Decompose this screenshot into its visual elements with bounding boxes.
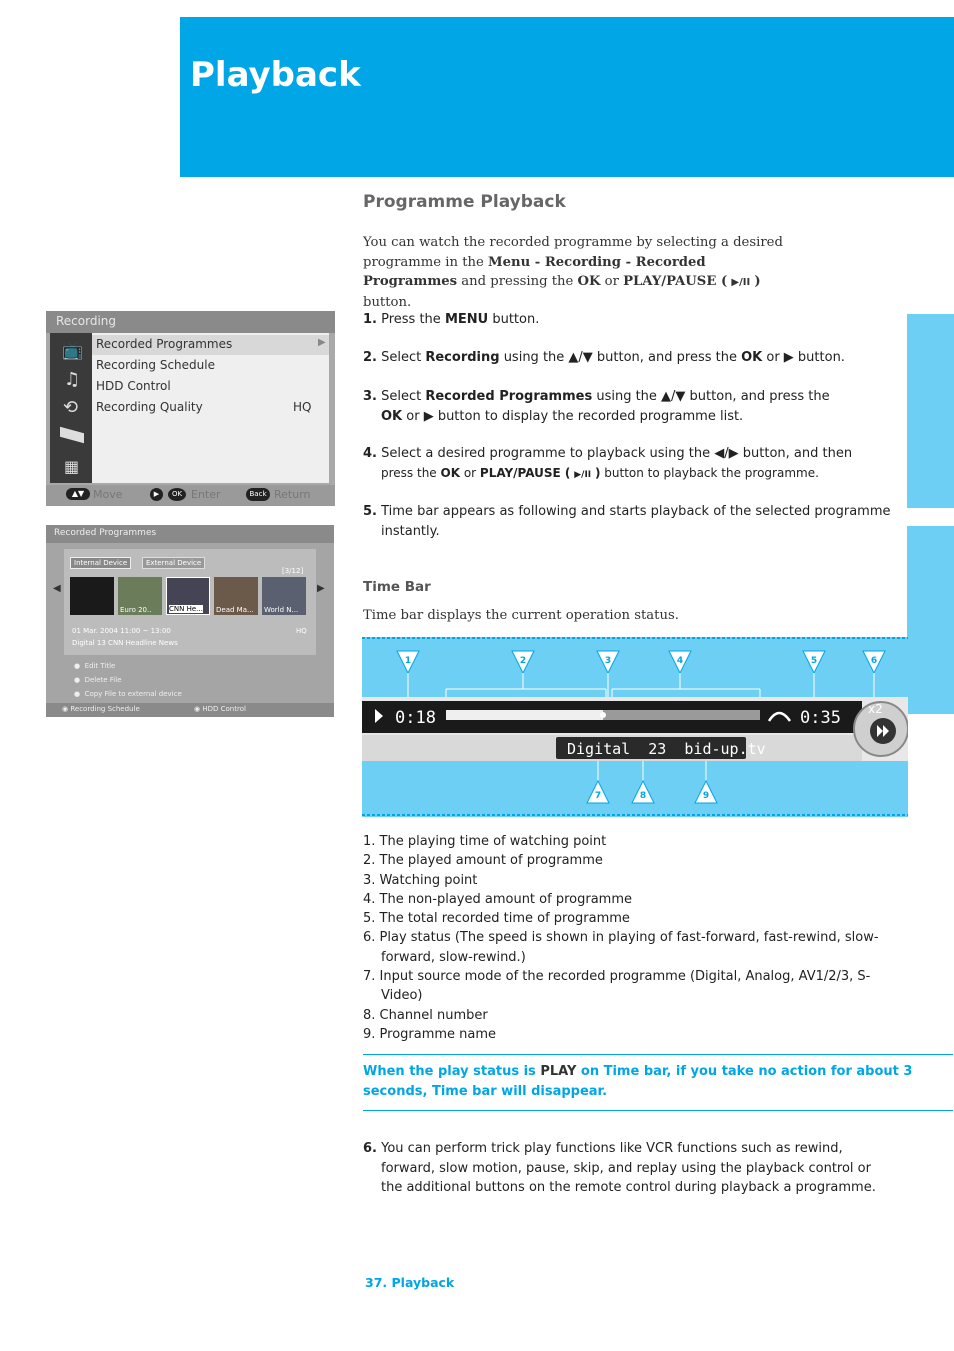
play-time: 0:18 [395,708,436,728]
progress-fill [446,710,603,720]
legend-item: 4. The non-played amount of programme [363,891,632,907]
thumbnail-selected[interactable]: CNN He... [166,577,210,615]
menu-icon-column [50,333,92,483]
rec-title: Recorded Programmes [54,528,157,538]
tv-icon: 📺 [62,341,84,361]
film-icon: ▦ [64,457,80,476]
svg-text:9: 9 [702,791,710,801]
quality-value: HQ [293,400,312,414]
step-1: 1. Press the MENU button. [363,312,540,327]
rec-options [74,659,182,701]
thumbnail[interactable]: Dead Ma... [214,577,258,615]
chevron-left-icon[interactable]: ◀ [53,583,61,594]
total-time: 0:35 [800,708,841,728]
svg-text:4: 4 [676,656,684,666]
step-5: 5. Time bar appears as following and starts playback of the selected programme instantly. [363,504,891,539]
step-6: 6. You can perform trick play functions like VCR functions such as rewind, forward, slow motion, pause, skip, and replay using the playback control or the additional buttons on the remote control during playback a programme. [363,1141,876,1195]
legend-item: 9. Programme name [363,1026,497,1042]
watching-point [600,712,606,718]
music-icon: ♫ [64,369,81,390]
legend-item: 2. The played amount of programme [363,853,603,869]
legend-item: 5. The total recorded time of programme [363,911,630,927]
side-tab [907,526,954,714]
play-pause-icon: ▶/II [574,469,592,480]
note-box: When the play status is PLAY on Time bar, if you take no action for about 3 seconds, Time bar will disappear. [363,1054,953,1111]
tab-internal-device[interactable]: Internal Device [70,557,131,569]
rec-channel: Digital 13 CNN Headline News [72,639,178,647]
up-down-icon: ▲▼ [66,488,90,500]
chevron-right-icon: ▶ [318,337,326,348]
svg-text:6: 6 [870,656,878,666]
step-2: 2. Select Recording using the ▲/▼ button, and press the OK or ▶ button. [363,350,845,365]
legend-item: 7. Input source mode of the recorded programme (Digital, Analog, AV1/2/3, S-Video) [363,969,871,1004]
option-delete-file[interactable]: ● Delete File [74,676,122,684]
legend-item: 1. The playing time of watching point [363,834,607,849]
side-tab [907,314,954,508]
thumbnail[interactable] [70,577,114,615]
step-4: 4. Select a desired programme to playback using the ◀/▶ button, and then press the OK or PLAY/PAUSE ( ▶/II ) button to playback the programme. [363,446,853,480]
channel-info: Digital 23 bid-up.tv [567,740,766,758]
footer-hdd-control[interactable]: ◉ HDD Control [194,705,246,713]
svg-text:5: 5 [810,656,818,666]
menu-item-recording-quality[interactable]: Recording Quality [96,400,203,414]
step-3: 3. Select Recorded Programmes using the ▲/▼ button, and press the OK or ▶ button to display the recorded programme list. [363,389,830,424]
play-pause-icon: ▶/II [731,277,751,288]
recorder-icon [60,427,84,443]
timebar-diagram [362,637,908,817]
page-indicator: [3/12] [282,567,304,575]
rec-quality: HQ [296,627,307,635]
menu-footer: ▲▼ Move ▶ OK Enter Back Return [46,485,335,506]
header-banner [180,17,954,177]
timebar-legend [363,832,903,1044]
right-icon: ▶ [150,488,163,501]
svg-text:1: 1 [404,656,412,666]
menu-item-hdd-control[interactable]: HDD Control [96,379,171,393]
ok-key-icon: OK [168,488,186,501]
svg-text:3: 3 [604,656,612,666]
refresh-icon: ⟲ [63,397,79,418]
svg-text:2: 2 [519,656,527,666]
legend-item: 6. Play status (The speed is shown in playing of fast-forward, fast-rewind, slow-forward, slow-rewind.) [363,930,879,965]
menu-item-recorded-programmes[interactable]: Recorded Programmes [96,337,233,351]
recording-menu-screenshot [46,311,335,506]
page-footer: 37. Playback [365,1275,455,1290]
page-title: Playback [190,55,361,95]
rec-panel [64,549,316,655]
svg-text:8: 8 [639,791,647,801]
svg-text:7: 7 [594,791,602,801]
legend-item: 3. Watching point [363,872,478,888]
rec-footer [46,703,334,717]
option-edit-title[interactable]: ● Edit Title [74,662,116,670]
menu-item-recording-schedule[interactable]: Recording Schedule [96,358,215,372]
rec-date: 01 Mar. 2004 11:00 ~ 13:00 [72,627,171,635]
section-title: Programme Playback [363,192,566,212]
footer-recording-schedule[interactable]: ◉ Recording Schedule [62,705,140,713]
option-copy-file[interactable]: ● Copy File to external device [74,690,182,698]
tab-external-device[interactable]: External Device [142,557,205,569]
timebar-description: Time bar displays the current operation status. [363,608,679,623]
chevron-right-icon[interactable]: ▶ [317,583,325,594]
menu-list [92,333,329,483]
back-key-icon: Back [246,488,270,501]
thumbnail[interactable]: Euro 20.. [118,577,162,615]
recorded-programmes-screenshot [46,525,334,717]
speed-indicator: x2 [868,702,883,716]
menu-title: Recording [56,314,117,328]
thumbnail[interactable]: World N... [262,577,306,615]
intro-paragraph: You can watch the recorded programme by selecting a desired programme in the Menu - Recording - Recorded Programmes and pressing the OK or PLAY/PAUSE ( ▶/II ) button. [363,235,783,310]
timebar-title: Time Bar [363,579,431,595]
legend-item: 8. Channel number [363,1007,488,1023]
